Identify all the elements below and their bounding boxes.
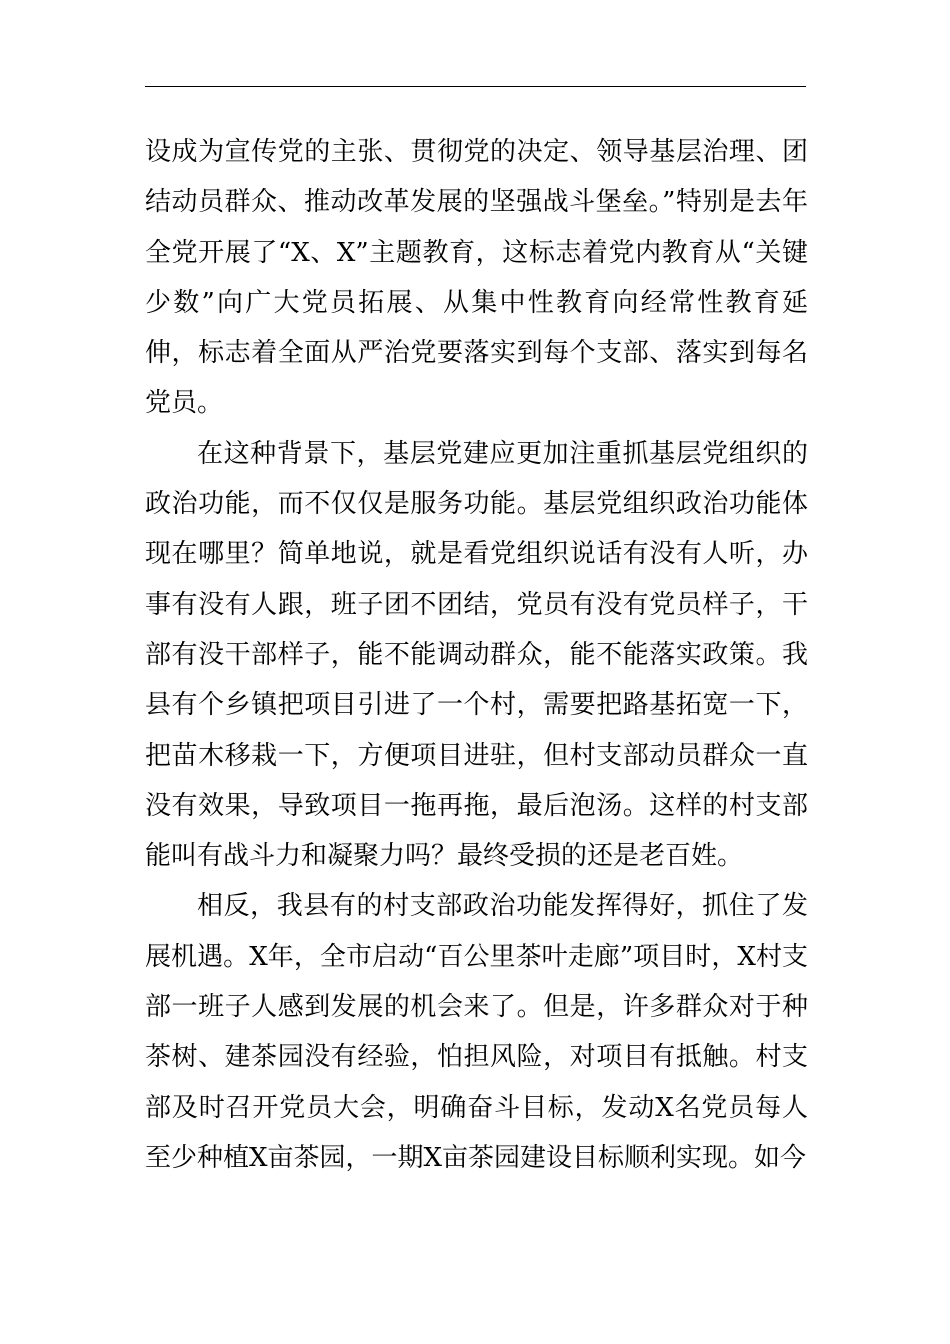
header-rule — [145, 86, 806, 87]
paragraph-3: 相反，我县有的村支部政治功能发挥得好，抓住了发展机遇。X年，全市启动“百公里茶叶走廊”项目时，X村支部一班子人感到发展的机会来了。但是，许多群众对于种茶树、建茶园没有经验，怕担风险，对项目有抵触。村支部及时召开党员大会，明确奋斗目标，发动X名党员每人至少种植X亩茶园，一期X亩茶园建设目标顺利实现。如今 — [145, 891, 808, 1173]
document-body — [145, 127, 808, 1183]
paragraph-1: 设成为宣传党的主张、贯彻党的决定、领导基层治理、团结动员群众、推动改革发展的坚强战斗堡垒。”特别是去年全党开展了“X、X”主题教育，这标志着党内教育从“关键少数”向广大党员拓展、从集中性教育向经常性教育延伸，标志着全面从严治党要落实到每个支部、落实到每名党员。 — [145, 137, 808, 419]
paragraph-2: 在这种背景下，基层党建应更加注重抓基层党组织的政治功能，而不仅仅是服务功能。基层党组织政治功能体现在哪里？简单地说，就是看党组织说话有没有人听，办事有没有人跟，班子团不团结，党员有没有党员样子，干部有没干部样子，能不能调动群众，能不能落实政策。我县有个乡镇把项目引进了一个村，需要把路基拓宽一下，把苗木移栽一下，方便项目进驻，但村支部动员群众一直没有效果，导致项目一拖再拖，最后泡汤。这样的村支部能叫有战斗力和凝聚力吗？最终受损的还是老百姓。 — [145, 438, 808, 872]
